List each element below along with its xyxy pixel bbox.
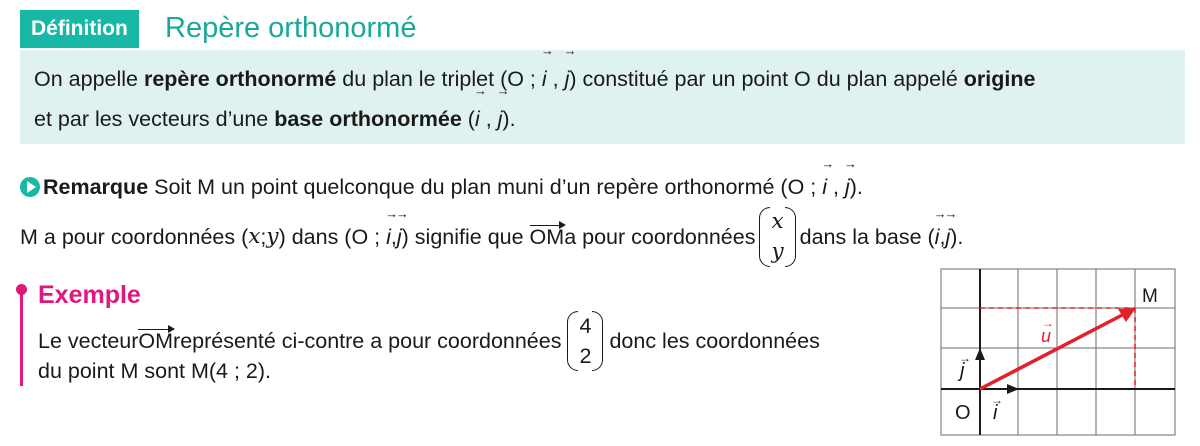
column-x: x xyxy=(771,209,784,234)
coordinate-figure xyxy=(940,268,1180,438)
remark-text: Soit M un point quelconque du plan muni d’un repère orthonormé (O ; xyxy=(148,175,823,199)
vector-OM: OM xyxy=(529,225,565,250)
vector-u-line xyxy=(980,312,1128,389)
definition-text: du plan le triplet (O ; xyxy=(336,67,542,91)
remark-text: dans la base ( xyxy=(799,225,935,249)
arrow-j: → xyxy=(959,351,971,365)
vector-i: → i xyxy=(386,222,391,252)
remark-text: ) dans (O ; xyxy=(278,225,381,249)
definition-text: ). xyxy=(502,107,516,131)
definition-title: Repère orthonormé xyxy=(165,12,417,44)
definition-term: base orthonormée xyxy=(274,107,462,131)
definition-term: origine xyxy=(963,67,1036,91)
definition-text: ( xyxy=(461,107,475,131)
label-j: j xyxy=(960,360,965,382)
definition-text: ) constitué par un point O du plan appelé xyxy=(569,67,964,91)
column-y: y xyxy=(771,239,784,264)
vector-OM: OM xyxy=(138,329,174,354)
arrow-i: → xyxy=(991,393,1003,407)
left-paren xyxy=(567,311,578,371)
definition-text: On appelle xyxy=(34,67,144,91)
coordinate-column-42 xyxy=(567,311,603,371)
remark-text: ). xyxy=(849,175,863,199)
definition-text: et par les vecteurs d’une xyxy=(34,107,275,131)
column-value-y: 2 xyxy=(579,344,592,368)
right-paren xyxy=(592,311,603,371)
left-paren xyxy=(759,207,770,267)
label-i: i xyxy=(993,402,998,424)
arrowhead-j xyxy=(975,348,985,360)
vector-j: → j xyxy=(945,222,950,252)
remark-line-1 xyxy=(20,172,863,202)
vector-i: → i xyxy=(935,222,940,252)
definition-text: , xyxy=(546,67,565,91)
definition-box xyxy=(20,50,1185,144)
grid xyxy=(941,269,1175,435)
vector-j: → j xyxy=(845,172,850,202)
play-icon xyxy=(20,177,40,197)
arrow-u: → xyxy=(1042,316,1054,330)
example-bar xyxy=(20,288,23,386)
math-y: y xyxy=(266,224,279,249)
example-text: donc les coordonnées xyxy=(609,329,820,353)
remark-text: a pour coordonnées xyxy=(564,225,756,249)
remark-text: M a pour coordonnées ( xyxy=(20,225,249,249)
remark-text: , xyxy=(827,175,845,199)
vector-i: → i xyxy=(822,172,827,202)
vector-i: → i xyxy=(475,99,480,139)
right-paren xyxy=(785,207,796,267)
arrowhead-i xyxy=(1007,384,1019,394)
coordinate-column-xy xyxy=(759,207,795,267)
remark-text: ) signifie que xyxy=(401,225,524,249)
label-origin: O xyxy=(955,402,971,424)
definition-line-2 xyxy=(34,99,1171,139)
remark-text: , xyxy=(390,225,397,249)
example-dot xyxy=(16,284,27,295)
remark-label: Remarque xyxy=(43,175,149,199)
example-line-2: du point M sont M(4 ; 2). xyxy=(38,359,272,383)
example-text: représenté ci-contre a pour coordonnées xyxy=(173,329,562,353)
definition-tag xyxy=(20,10,139,48)
definition-term: repère orthonormé xyxy=(143,67,337,91)
example-title: Exemple xyxy=(38,281,141,309)
vector-j: → j xyxy=(397,222,402,252)
column-value-x: 4 xyxy=(579,314,592,338)
vector-j: → j xyxy=(498,99,503,139)
math-x: x xyxy=(248,224,261,249)
definition-text: , xyxy=(479,107,498,131)
remark-text: ). xyxy=(950,225,964,249)
remark-line-2 xyxy=(20,202,963,272)
label-M: M xyxy=(1142,286,1158,307)
grid-border xyxy=(941,269,1175,435)
vector-j: → j xyxy=(565,59,570,99)
remark-text: , xyxy=(939,225,946,249)
label-u: u xyxy=(1041,326,1052,346)
definition-line-1 xyxy=(34,59,1171,99)
example-text: Le vecteur xyxy=(38,329,139,353)
vector-i: → i xyxy=(542,59,547,99)
remark-text: ; xyxy=(260,225,267,249)
definition-tag-label: Définition xyxy=(31,17,128,40)
